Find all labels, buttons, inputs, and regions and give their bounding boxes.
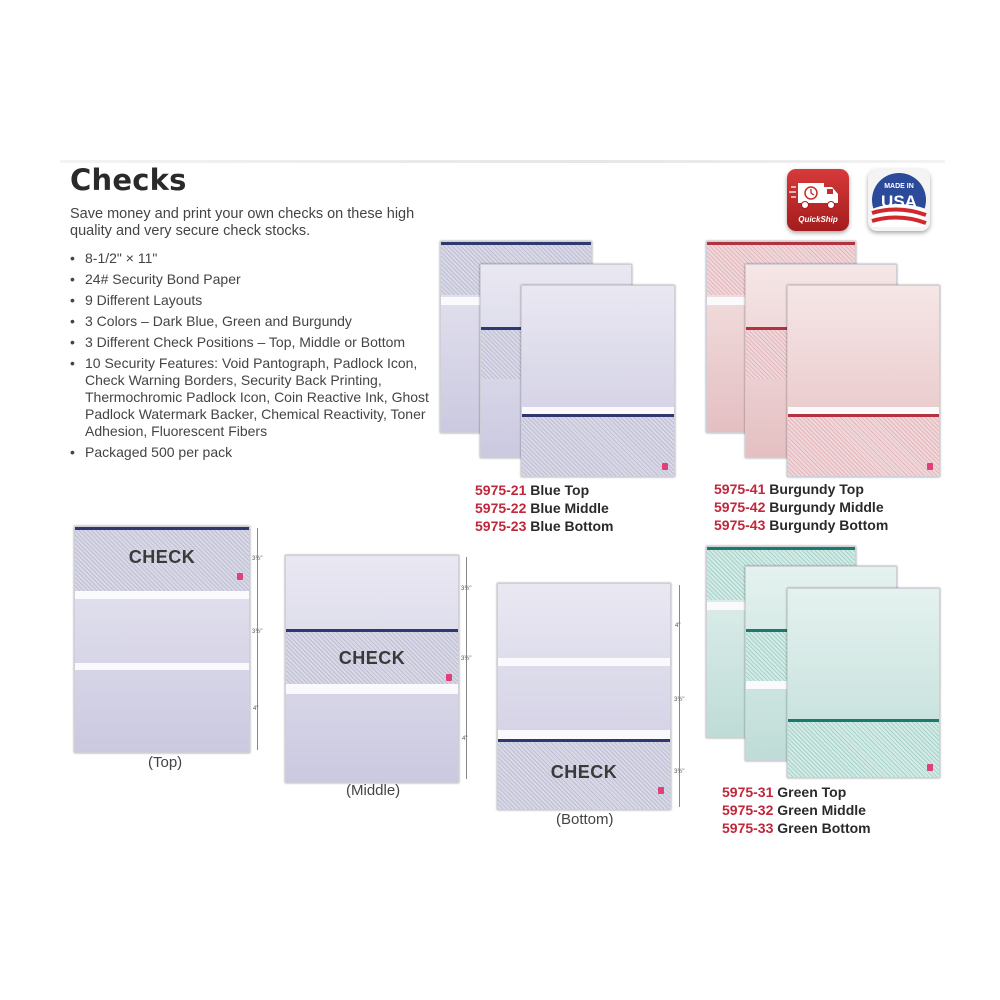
product-name: Green Middle (777, 802, 866, 818)
product-line (475, 499, 614, 517)
border-stripe (707, 242, 855, 245)
check-area (788, 719, 939, 777)
top-divider (60, 160, 945, 163)
feature-item: • 3 Colors – Dark Blue, Green and Burgundy (70, 313, 352, 329)
padlock-icon (927, 764, 933, 771)
border-stripe (788, 719, 939, 722)
feature-item: • 9 Different Layouts (70, 292, 203, 308)
product-name: Blue Middle (530, 500, 609, 516)
bullet-icon: • (70, 355, 75, 371)
green-bottom-sheet (787, 588, 940, 778)
dimension-label: 3½" (252, 629, 263, 635)
padlock-icon (662, 463, 668, 470)
border-stripe (75, 527, 249, 530)
check-word: CHECK (550, 762, 618, 782)
burgundy-bottom-sheet (787, 285, 940, 477)
page-title: Checks (70, 163, 187, 197)
dimension-label: 4" (253, 706, 259, 712)
product-name: Burgundy Middle (769, 499, 884, 515)
product-name: Blue Top (530, 482, 590, 498)
bullet-icon: • (70, 271, 75, 287)
product-line (722, 819, 871, 837)
perforation (286, 684, 458, 694)
perforation (498, 658, 670, 666)
padlock-icon (237, 573, 243, 580)
product-name: Green Top (777, 784, 847, 800)
quickship-label: QuickShip (798, 215, 838, 224)
product-code: 5975-31 (722, 784, 774, 800)
made-in-usa-badge (868, 169, 930, 231)
product-line (714, 516, 888, 534)
blue-product-codes (475, 481, 614, 535)
check-area (788, 414, 939, 476)
dimension-label: 3½" (252, 556, 263, 562)
dimension-label: 4" (675, 623, 681, 629)
perforation (522, 407, 674, 414)
burgundy-product-codes (714, 480, 888, 534)
product-name: Burgundy Bottom (769, 517, 889, 533)
layout-middle-sheet (285, 555, 459, 783)
dimension-label: 3½" (674, 769, 685, 775)
product-code: 5975-23 (475, 518, 527, 534)
check-area (522, 414, 674, 476)
product-code: 5975-43 (714, 517, 766, 533)
dimension-label: 3½" (674, 697, 685, 703)
bullet-icon: • (70, 444, 75, 460)
product-line (714, 480, 888, 498)
perforation (75, 663, 249, 670)
border-stripe (522, 414, 674, 417)
layout-bottom-caption: (Bottom) (556, 811, 614, 828)
border-stripe (441, 242, 591, 245)
perforation (498, 730, 670, 739)
product-name: Green Bottom (777, 820, 871, 836)
border-stripe (286, 629, 458, 632)
product-line (475, 517, 614, 535)
check-word: CHECK (128, 547, 196, 567)
usa-flag-icon (868, 169, 930, 231)
product-name: Burgundy Top (769, 481, 864, 497)
perforation (788, 407, 939, 414)
usa-label: USA (881, 192, 917, 211)
feature-item: • 8-1/2" × 11" (70, 250, 158, 266)
product-code: 5975-33 (722, 820, 774, 836)
product-line (714, 498, 888, 516)
product-line (722, 783, 871, 801)
made-in-label: MADE IN (884, 183, 914, 190)
check-word: CHECK (338, 648, 406, 668)
dimension-label: 4" (462, 736, 468, 742)
border-stripe (707, 547, 855, 550)
border-stripe (788, 414, 939, 417)
bullet-icon: • (70, 250, 75, 266)
bullet-icon: • (70, 313, 75, 329)
dimension-label: 3½" (461, 656, 472, 662)
product-name: Blue Bottom (530, 518, 614, 534)
product-code: 5975-21 (475, 482, 527, 498)
layout-bottom-sheet (497, 583, 671, 810)
product-code: 5975-41 (714, 481, 766, 497)
feature-item: • 24# Security Bond Paper (70, 271, 241, 287)
product-code: 5975-22 (475, 500, 527, 516)
padlock-icon (658, 787, 664, 794)
perforation (75, 591, 249, 599)
border-stripe (498, 739, 670, 742)
feature-list (70, 250, 440, 465)
feature-item: • 3 Different Check Positions – Top, Middle or Bottom (70, 334, 406, 350)
green-product-codes (722, 783, 871, 837)
layout-middle-caption: (Middle) (346, 782, 401, 799)
layout-top-caption: (Top) (148, 754, 183, 771)
feature-item: • 10 Security Features: Void Pantograph, Padlock Icon, Check Warning Borders, Security Back Printing, Thermochromic Padlock Icon, Coin Reactive Ink, Ghost Padlock Watermark Backer, Chemical Reactivity, Toner Adhesion, Fluorescent Fibers (70, 355, 429, 439)
product-line (475, 481, 614, 499)
bullet-icon: • (70, 334, 75, 350)
product-code: 5975-42 (714, 499, 766, 515)
layout-top-sheet (74, 526, 250, 753)
product-code: 5975-32 (722, 802, 774, 818)
bullet-icon: • (70, 292, 75, 308)
intro-text: Save money and print your own checks on these high quality and very secure check stocks. (70, 206, 415, 239)
feature-item: • Packaged 500 per pack (70, 444, 233, 460)
product-line (722, 801, 871, 819)
blue-bottom-sheet (521, 285, 675, 477)
padlock-icon (446, 674, 452, 681)
dimension-label: 3½" (461, 586, 472, 592)
truck-icon (787, 169, 849, 231)
padlock-icon (927, 463, 933, 470)
quickship-badge (787, 169, 849, 231)
